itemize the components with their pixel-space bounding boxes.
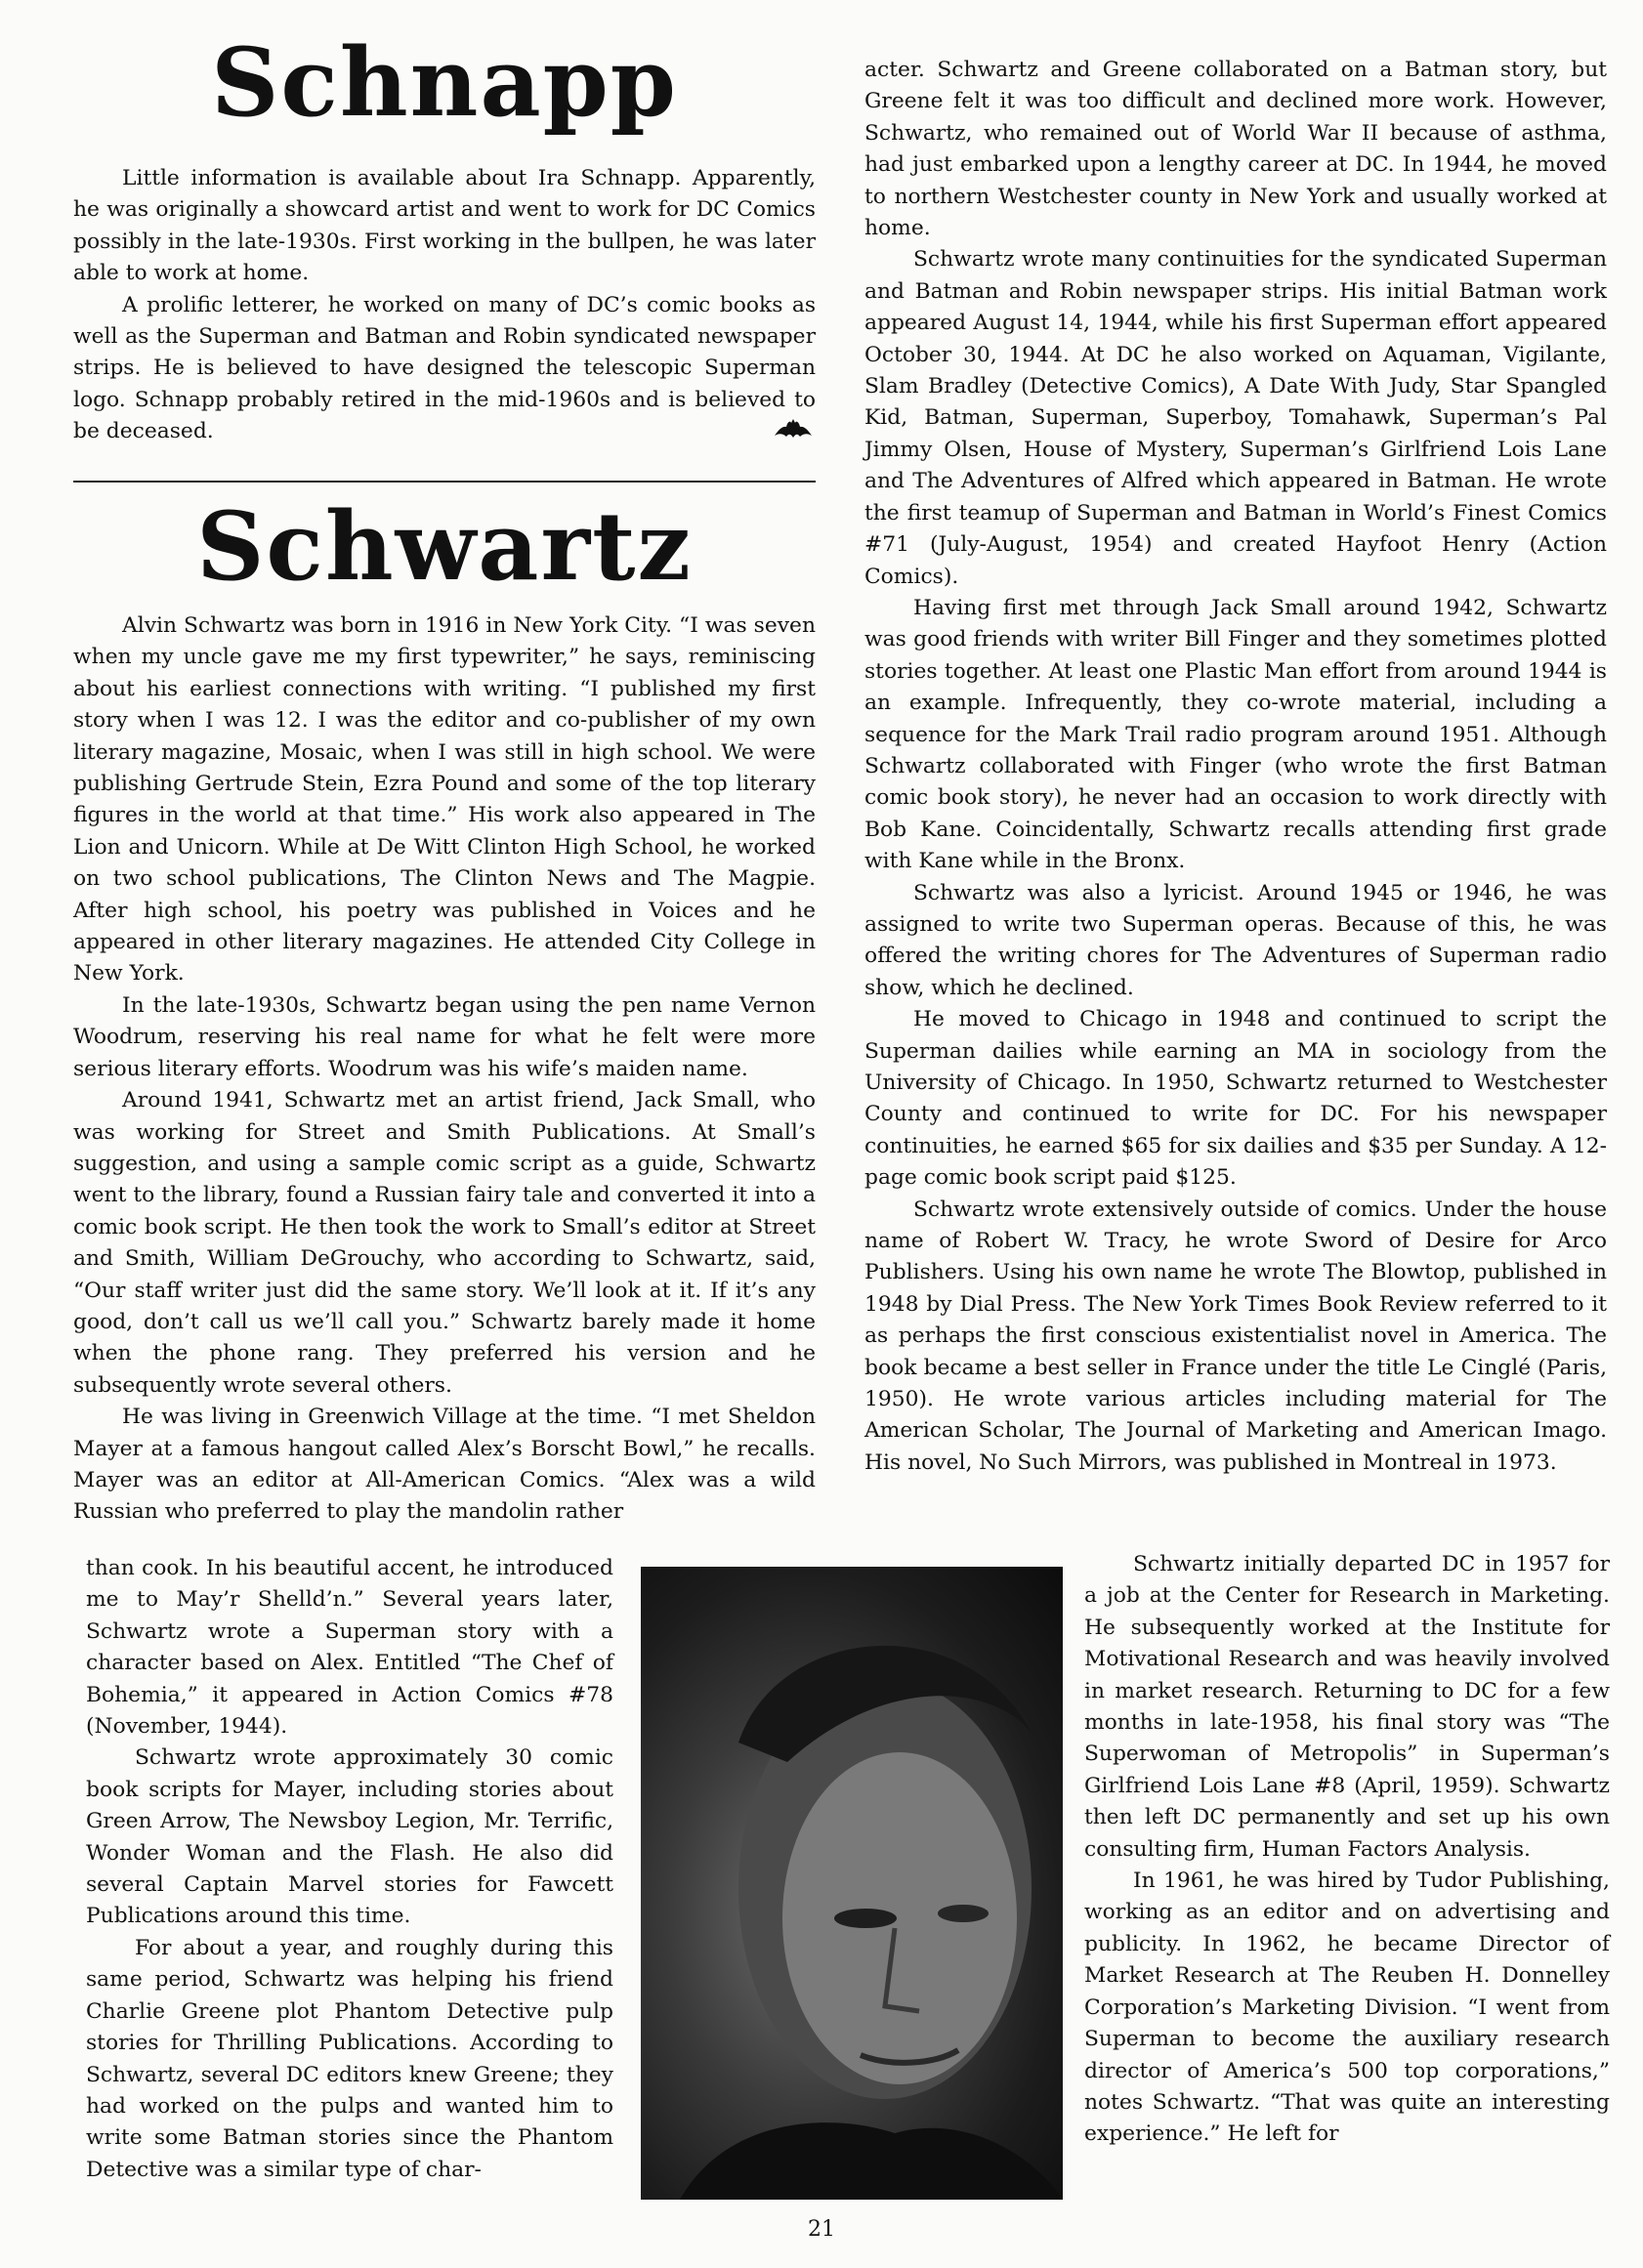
section-divider [73, 481, 816, 483]
paragraph: Little information is available about Ira Schnapp. Apparently, he was originally a showcard artist and went to work for DC Comics possibly in the late-1930s. First working in the bullpen, he was later able to work at home. [73, 166, 816, 286]
page-number: 21 [808, 2217, 835, 2242]
paragraph: He was living in Greenwich Village at the time. “I met Sheldon Mayer at a famous hangout called Alex’s Borscht Bowl,” he recalls. Mayer was an editor at All-American Comics. “Alex was a wild Russian who preferred to play the mandolin rather [73, 1405, 816, 1525]
schwartz-body-right [864, 55, 1607, 1479]
section-title-schwartz: Schwartz [196, 491, 693, 602]
paragraph: Schwartz was also a lyricist. Around 1945 or 1946, he was assigned to write two Superman operas. Because of this, he was offered the writing chores for The Adventures of Superman radio show, which he declined. [864, 880, 1607, 1000]
paragraph: For about a year, and roughly during this same period, Schwartz was helping his friend Charlie Greene plot Phantom Detective pulp stories for Thrilling Publications. According to Schwartz, several DC editors knew Greene; they had worked on the pulps and wanted him to write some Batman stories since the Phantom Detective was a similar type of char- [86, 1935, 613, 2182]
paragraph: acter. Schwartz and Greene collaborated on a Batman story, but Greene felt it was too difficult and declined more work. However, Schwartz, who remained out of World War II because of asthma, had just embarked upon a lengthy career at DC. In 1944, he moved to northern Westchester county in New York and usually worked at home. [864, 58, 1607, 241]
paragraph: Schwartz wrote many continuities for the syndicated Superman and Batman and Robin newspaper strips. His initial Batman work appeared August 14, 1944, while his first Superman effort appeared October 30, 1944. At DC he also worked on Aquaman, Vigilante, Slam Bradley (Detective Comics), A Date With Judy, Star Spangled Kid, Batman, Superman, Superboy, Tomahawk, Superman’s Pal Jimmy Olsen, House of Mystery, Superman’s Girlfriend Lois Lane and The Adventures of Alfred which appeared in Batman. He wrote the first teamup of Superman and Batman in World’s Finest Comics #71 (July-August, 1954) and created Hayfoot Henry (Action Comics). [864, 247, 1607, 589]
portrait-illustration [641, 1567, 1063, 2200]
schnapp-body [73, 163, 816, 448]
paragraph: than cook. In his beautiful accent, he introduced me to May’r Shelld’n.” Several years later, Schwartz wrote a Superman story with a character based on Alex. Entitled “The Chef of Bohemia,” it appeared in Action Comics #78 (November, 1944). [86, 1556, 613, 1740]
paragraph: In 1961, he was hired by Tudor Publishing, working as an editor and on advertising and publicity. In 1962, he became Director of Market Research at The Reuben H. Donnelley Corporation’s Marketing Division. “I went from Superman to become the auxiliary research director of America’s 500 top corporations,” notes Schwartz. “That was quite an interesting experience.” He left for [1084, 1869, 1610, 2147]
paragraph: Schwartz wrote approximately 30 comic book scripts for Mayer, including stories about Green Arrow, The Newsboy Legion, Mr. Terrific, Wonder Woman and the Flash. He also did several Captain Marvel stories for Fawcett Publications around this time. [86, 1745, 613, 1929]
paragraph: Alvin Schwartz was born in 1916 in New York City. “I was seven when my uncle gave me my first typewriter,” he says, reminiscing about his earliest connections with writing. “I published my first story when I was 12. I was the editor and co-publisher of my own literary magazine, Mosaic, when I was still in high school. We were publishing Gertrude Stein, Ezra Pound and some of the top literary figures in the world at that time.” His work also appeared in The Lion and Unicorn. While at De Witt Clinton High School, he worked on two school publications, The Clinton News and The Magpie. After high school, his poetry was published in Voices and he appeared in other literary magazines. He attended City College in New York. [73, 613, 816, 987]
paragraph: Having first met through Jack Small around 1942, Schwartz was good friends with writer Bill Finger and they sometimes plotted stories together. At least one Plastic Man effort from around 1944 is an example. Infrequently, they co-wrote material, including a sequence for the Mark Trail radio program around 1951. Although Schwartz collaborated with Finger (who wrote the first Batman comic book story), he never had an occasion to work directly with Bob Kane. Coincidentally, Schwartz recalls attending first grade with Kane while in the Bronx. [864, 595, 1607, 874]
schwartz-body-left [73, 610, 816, 1529]
portrait-photo [641, 1567, 1063, 2200]
paragraph: He moved to Chicago in 1948 and continued to script the Superman dailies while earning an MA in sociology from the University of Chicago. In 1950, Schwartz returned to Westchester County and continued to write for DC. For his newspaper continuities, he earned $65 for six dailies and $35 per Sunday. A 12-page comic book script paid $125. [864, 1007, 1607, 1191]
paragraph: Around 1941, Schwartz met an artist friend, Jack Small, who was working for Street and Smith Publications. At Small’s suggestion, and using a sample comic script as a guide, Schwartz went to the library, found a Russian fairy tale and converted it into a comic book script. He then took the work to Small’s editor at Street and Smith, William DeGrouchy, who according to Schwartz, said, “Our staff writer just did the same story. We’ll look at it. If it’s any good, don’t call us we’ll call you.” Schwartz barely made it home when the phone rang. They preferred his version and he subsequently wrote several others. [73, 1088, 816, 1398]
schwartz-body-left-narrow [86, 1553, 613, 2186]
bat-icon [775, 418, 812, 438]
section-title-schnapp: Schnapp [211, 27, 678, 138]
schwartz-body-right-narrow [1084, 1549, 1610, 2151]
paragraph: A prolific letterer, he worked on many of DC’s comic books as well as the Superman and Batman and Robin syndicated newspaper strips. He is believed to have designed the telescopic Superman logo. Schnapp probably retired in the mid-1960s and is believed to be deceased. [73, 292, 816, 444]
paragraph: Schwartz wrote extensively outside of comics. Under the house name of Robert W. Tracy, he wrote Sword of Desire for Arco Publishers. Using his own name he wrote The Blowtop, published in 1948 by Dial Press. The New York Times Book Review referred to it as perhaps the first conscious existentialist novel in America. The book became a best seller in France under the title Le Cinglé (Paris, 1950). He wrote various articles including material for The American Scholar, The Journal of Marketing and American Imago. His novel, No Such Mirrors, was published in Montreal in 1973. [864, 1197, 1607, 1475]
paragraph: Schwartz initially departed DC in 1957 for a job at the Center for Research in Marketing. He subsequently worked at the Institute for Motivational Research and was heavily involved in market research. Returning to DC for a few months in late-1958, his final story was “The Superwoman of Metropolis” in Superman’s Girlfriend Lois Lane #8 (April, 1959). Schwartz then left DC permanently and set up his own consulting firm, Human Factors Analysis. [1084, 1552, 1610, 1862]
paragraph: In the late-1930s, Schwartz began using the pen name Vernon Woodrum, reserving his real name for what he felt were more serious literary efforts. Woodrum was his wife’s maiden name. [73, 992, 816, 1081]
